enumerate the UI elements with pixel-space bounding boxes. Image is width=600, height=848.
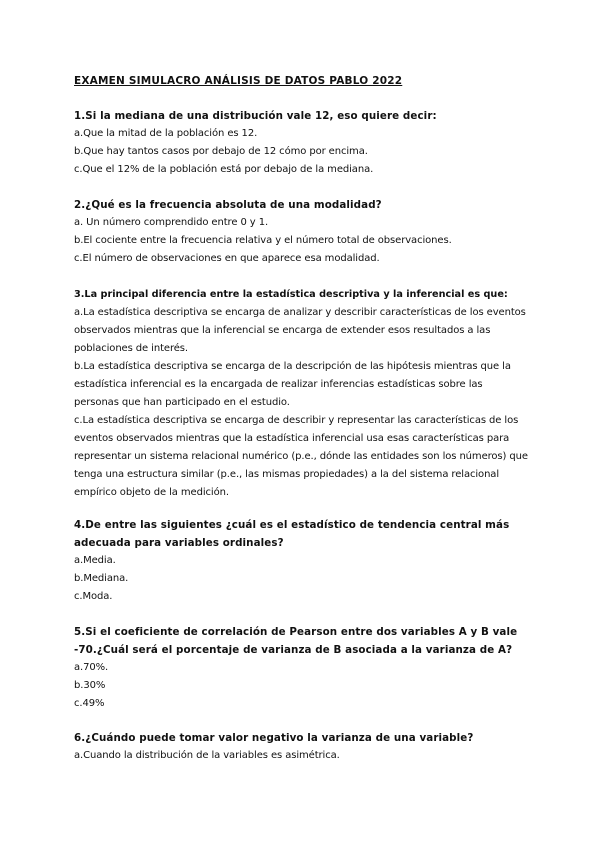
question-text: 1.Si la mediana de una distribución vale 12, eso quiere decir: — [74, 110, 437, 122]
question-2 — [74, 196, 524, 268]
option-b: b.La estadística descriptiva se encarga de la descripción de las hipótesis mientras que la estadística inferencial es la encargada de realizar inferencias estadísticas sobre las personas que han participado en el estudio. — [74, 361, 511, 408]
option-b: b.El cociente entre la frecuencia relativa y el número total de observaciones. — [74, 235, 452, 246]
option-c: c.49% — [74, 698, 105, 709]
option-a: a. Un número comprendido entre 0 y 1. — [74, 217, 269, 228]
option-c: c.Que el 12% de la población está por debajo de la mediana. — [74, 164, 374, 175]
option-a: a.70%. — [74, 662, 109, 673]
option-c: c.La estadística descriptiva se encarga de describir y representar las características de los eventos observados mientras que la estadística inferencial usa esas características para representar un sistema relacional numérico (p.e., dónde las entidades son los números) que tenga una estructura similar (p.e., las mismas propiedades) a la del sistema relacional empírico objeto de la medición. — [74, 415, 528, 498]
question-text: 5.Si el coeficiente de correlación de Pearson entre dos variables A y B vale -70.¿Cuál será el porcentaje de varianza de B asociada a la varianza de A? — [74, 626, 518, 656]
option-c: c.Moda. — [74, 591, 113, 602]
question-4 — [74, 516, 529, 606]
option-a: a.La estadística descriptiva se encarga de analizar y describir características de los eventos observados mientras que la inferencial se encarga de extender esos resultados a las poblaciones de interés. — [74, 307, 526, 354]
question-text: 6.¿Cuándo puede tomar valor negativo la varianza de una variable? — [74, 732, 474, 744]
option-c: c.El número de observaciones en que aparece esa modalidad. — [74, 253, 380, 264]
option-b: b.Mediana. — [74, 573, 129, 584]
option-b: b.30% — [74, 680, 106, 691]
option-b: b.Que hay tantos casos por debajo de 12 cómo por encima. — [74, 146, 368, 157]
question-text: 3.La principal diferencia entre la estadística descriptiva y la inferencial es que: — [74, 289, 508, 300]
question-6 — [74, 729, 524, 765]
question-1 — [74, 107, 524, 179]
question-5 — [74, 623, 529, 713]
question-text: 4.De entre las siguientes ¿cuál es el estadístico de tendencia central más adecuada para variables ordinales? — [74, 519, 510, 549]
option-a: a.Que la mitad de la población es 12. — [74, 128, 258, 139]
option-a: a.Media. — [74, 555, 116, 566]
option-a: a.Cuando la distribución de la variables es asimétrica. — [74, 750, 340, 761]
question-3 — [74, 286, 529, 502]
question-text: 2.¿Qué es la frecuencia absoluta de una modalidad? — [74, 199, 382, 211]
document-title: EXAMEN SIMULACRO ANÁLISIS DE DATOS PABLO 2022 — [74, 75, 403, 87]
